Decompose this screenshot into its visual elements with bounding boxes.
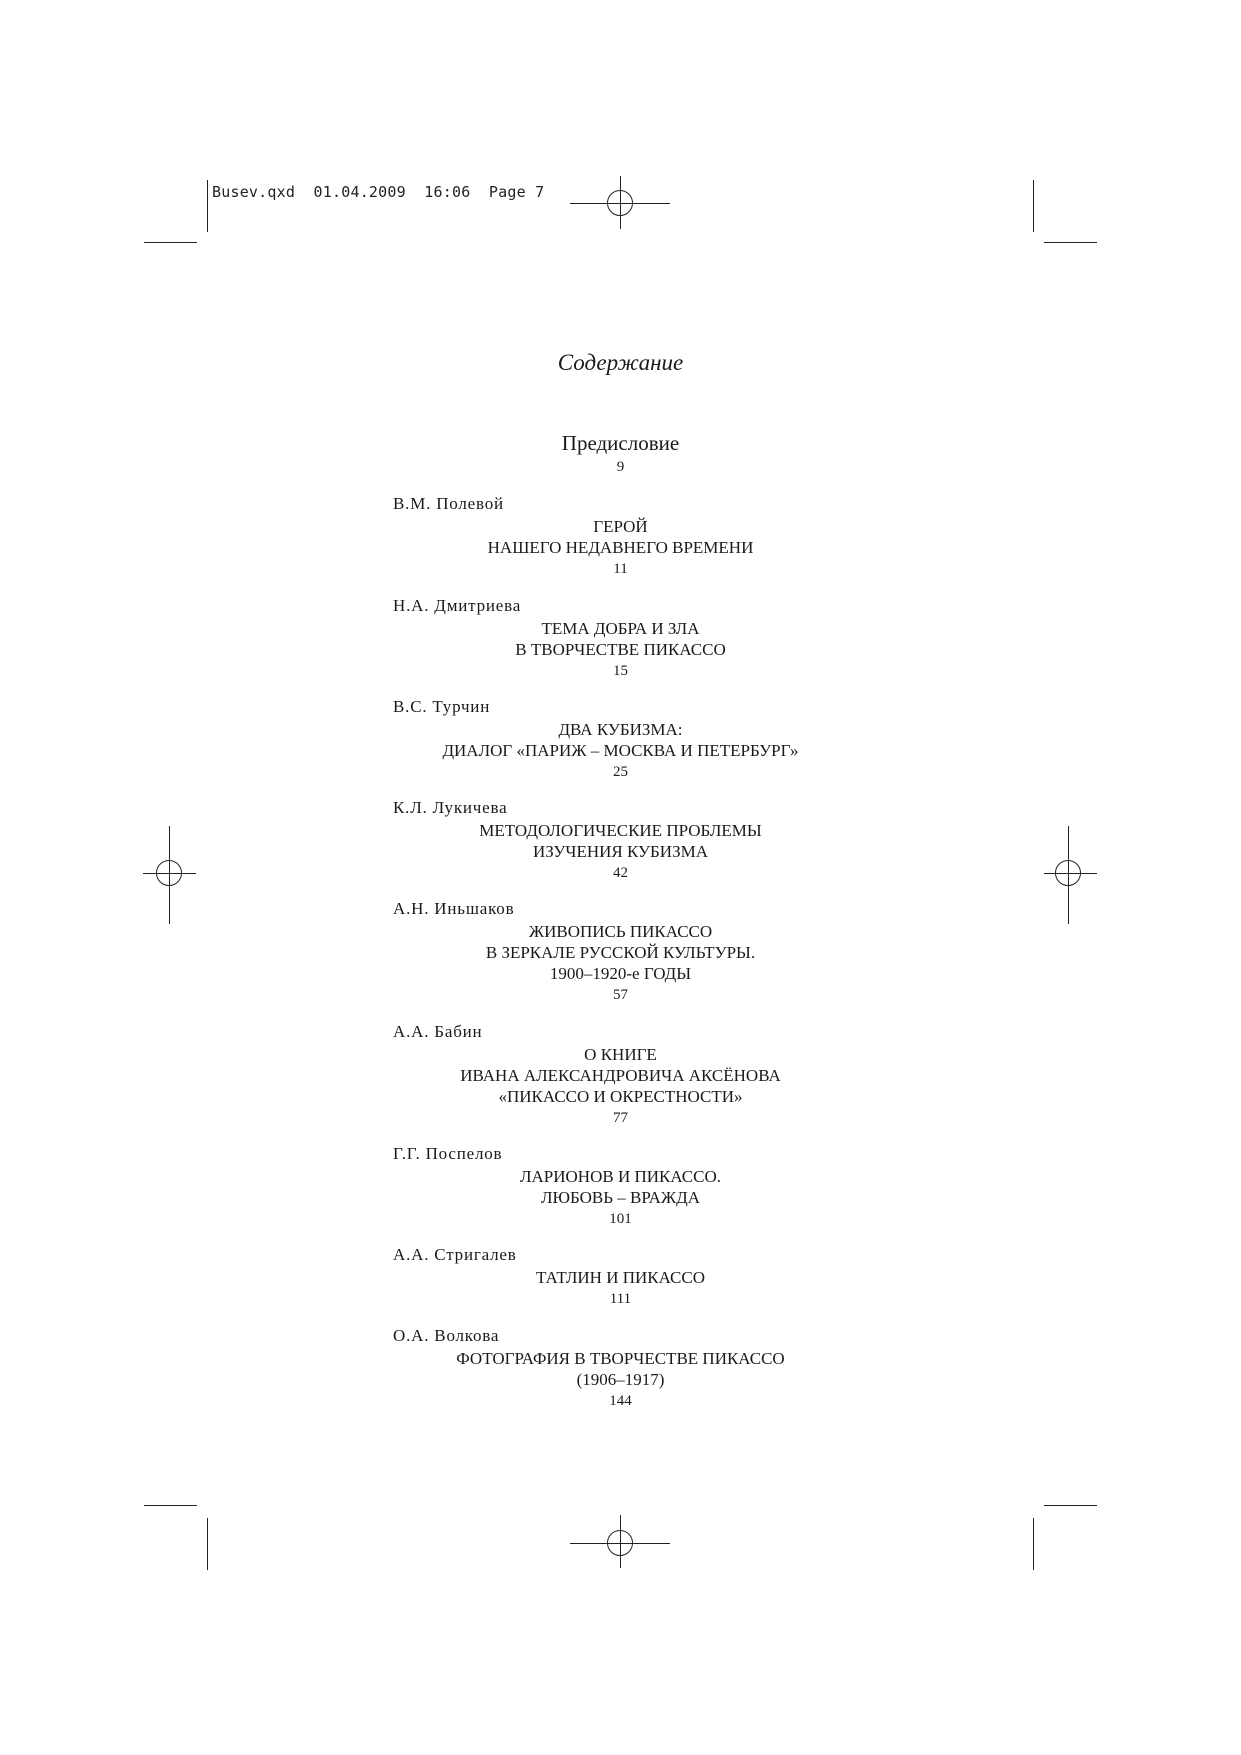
entry-title-line: (1906–1917) bbox=[576, 1370, 665, 1389]
entry-title-line: ЛАРИОНОВ И ПИКАССО. bbox=[519, 1167, 721, 1186]
entry-title-line: ТАТЛИН И ПИКАССО bbox=[536, 1268, 705, 1287]
crop-mark bbox=[1044, 242, 1097, 243]
crop-mark bbox=[1033, 1518, 1034, 1570]
entry-author: А.Н. Иньшаков bbox=[393, 899, 515, 918]
entry-page-number: 42 bbox=[613, 865, 628, 881]
registration-circle bbox=[607, 1530, 633, 1556]
toc-entry[interactable] bbox=[0, 1243, 1241, 1310]
entry-author: В.М. Полевой bbox=[393, 494, 504, 513]
crop-mark bbox=[207, 180, 208, 232]
crop-mark bbox=[1033, 180, 1034, 232]
entry-title-line: 1900–1920-е ГОДЫ bbox=[549, 964, 692, 983]
entry-title-line: ЛЮБОВЬ – ВРАЖДА bbox=[540, 1188, 701, 1207]
entry-title-line: «ПИКАССО И ОКРЕСТНОСТИ» bbox=[498, 1087, 743, 1106]
toc-entry[interactable] bbox=[0, 1142, 1241, 1230]
entry-title-line: ДИАЛОГ «ПАРИЖ – МОСКВА И ПЕТЕРБУРГ» bbox=[442, 741, 799, 760]
toc-entry[interactable] bbox=[0, 1020, 1241, 1129]
entry-author: В.С. Турчин bbox=[393, 697, 491, 716]
toc-entry[interactable] bbox=[0, 594, 1241, 682]
entry-page-number: 25 bbox=[613, 764, 628, 780]
toc-entry[interactable] bbox=[0, 1324, 1241, 1412]
entry-title-line: ИЗУЧЕНИЯ КУБИЗМА bbox=[533, 842, 708, 861]
preface-entry[interactable] bbox=[0, 431, 1241, 478]
entry-page-number: 111 bbox=[609, 1291, 632, 1307]
registration-circle bbox=[607, 190, 633, 216]
entry-page-number: 11 bbox=[613, 561, 628, 577]
entry-author: О.А. Волкова bbox=[393, 1326, 500, 1345]
slug-line: Busev.qxd 01.04.2009 16:06 Page 7 bbox=[212, 183, 545, 201]
entry-author: К.Л. Лукичева bbox=[393, 798, 508, 817]
crop-mark bbox=[207, 1518, 208, 1570]
toc-entry[interactable] bbox=[0, 897, 1241, 1006]
entry-title-line: НАШЕГО НЕДАВНЕГО ВРЕМЕНИ bbox=[487, 538, 754, 557]
entry-title-line: ТЕМА ДОБРА И ЗЛА bbox=[541, 619, 700, 638]
entry-author: Н.А. Дмитриева bbox=[393, 596, 522, 615]
crop-mark bbox=[144, 1505, 197, 1506]
entry-title-line: ГЕРОЙ bbox=[593, 517, 648, 536]
entry-title-line: ЖИВОПИСЬ ПИКАССО bbox=[528, 922, 713, 941]
preface-title: Предисловие bbox=[561, 431, 680, 455]
entry-page-number: 144 bbox=[609, 1393, 632, 1409]
entry-author: Г.Г. Поспелов bbox=[393, 1144, 503, 1163]
entry-author: А.А. Стригалев bbox=[393, 1245, 517, 1264]
entry-title-line: О КНИГЕ bbox=[584, 1045, 657, 1064]
preface-page-number: 9 bbox=[616, 459, 625, 475]
entry-page-number: 57 bbox=[613, 987, 628, 1003]
entry-title-line: В ЗЕРКАЛЕ РУССКОЙ КУЛЬТУРЫ. bbox=[485, 943, 756, 962]
entry-title-line: ФОТОГРАФИЯ В ТВОРЧЕСТВЕ ПИКАССО bbox=[456, 1349, 785, 1368]
crop-mark bbox=[144, 242, 197, 243]
entry-title-line: ДВА КУБИЗМА: bbox=[558, 720, 683, 739]
entry-author: А.А. Бабин bbox=[393, 1022, 483, 1041]
entry-page-number: 15 bbox=[613, 663, 628, 679]
toc-entry[interactable] bbox=[0, 796, 1241, 884]
entry-page-number: 77 bbox=[613, 1110, 628, 1126]
page-title: Содержание bbox=[557, 350, 684, 375]
toc-entry[interactable] bbox=[0, 695, 1241, 783]
entry-page-number: 101 bbox=[609, 1211, 632, 1227]
toc-entry[interactable] bbox=[0, 492, 1241, 580]
entry-title-line: В ТВОРЧЕСТВЕ ПИКАССО bbox=[515, 640, 726, 659]
crop-mark bbox=[1044, 1505, 1097, 1506]
entry-title-line: ИВАНА АЛЕКСАНДРОВИЧА АКСЁНОВА bbox=[460, 1066, 781, 1085]
entry-title-line: МЕТОДОЛОГИЧЕСКИЕ ПРОБЛЕМЫ bbox=[479, 821, 762, 840]
